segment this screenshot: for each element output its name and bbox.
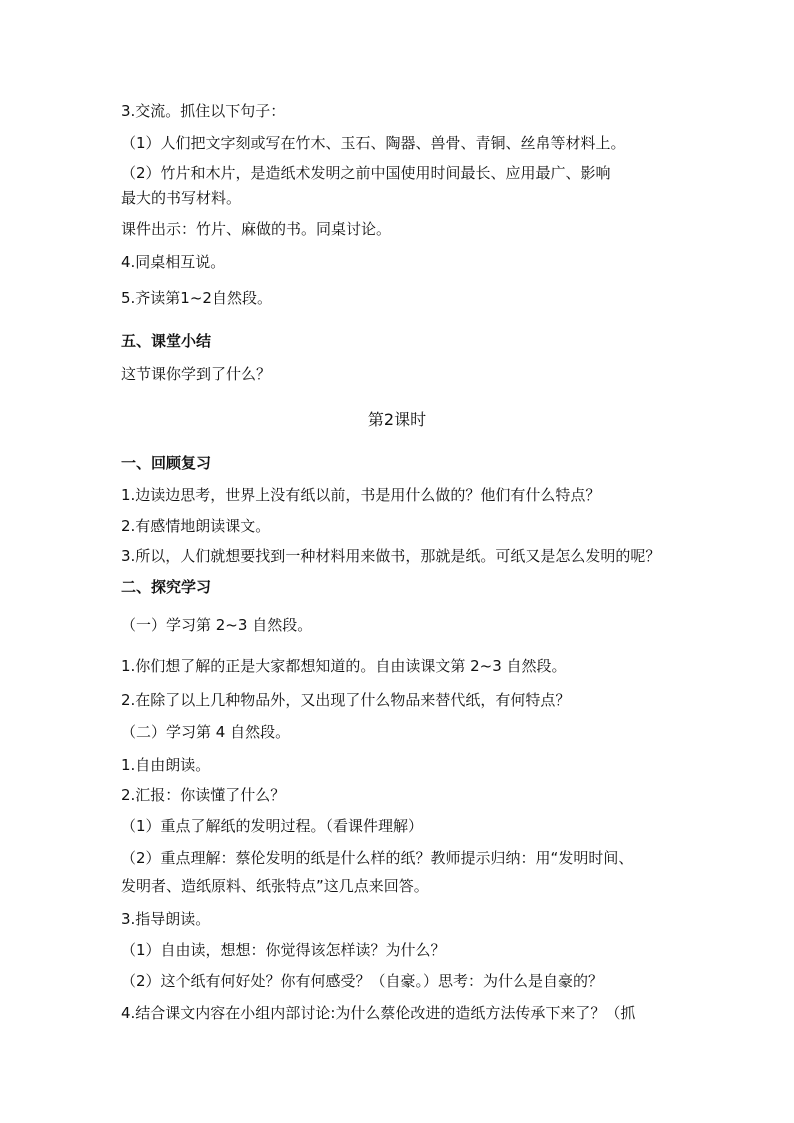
review-item-3: 3.所以，人们就想要找到一种材料用来做书，那就是纸。可纸又是怎么发明的呢？	[121, 547, 661, 565]
summary-heading: 五、课堂小结	[121, 332, 212, 350]
part-2-item-1: 1.自由朗读。	[121, 756, 211, 774]
step-4: 4.同桌相互说。	[121, 253, 226, 271]
review-heading: 一、回顾复习	[121, 454, 212, 472]
part-2-heading: （二）学习第 4 自然段。	[121, 723, 291, 741]
step-5: 5.齐读第1~2自然段。	[121, 289, 272, 307]
part-2-item-2-sub-1: （1）重点了解纸的发明过程。（看课件理解）	[121, 817, 424, 835]
part-2-item-4: 4.结合课文内容在小组内部讨论:为什么蔡伦改进的造纸方法传承下来了？（抓	[121, 1004, 636, 1022]
part-2-item-2-sub-2-line-2: 发明者、造纸原料、纸张特点”这几点来回答。	[121, 877, 429, 895]
review-item-1: 1.边读边思考，世界上没有纸以前，书是用什么做的？他们有什么特点？	[121, 486, 601, 504]
part-2-item-2-sub-2-line-1: （2）重点理解：蔡伦发明的纸是什么样的纸？教师提示归纳：用“发明时间、	[121, 849, 634, 867]
part-1-heading: （一）学习第 2~3 自然段。	[121, 616, 313, 634]
sentence-2-line-1: （2）竹片和木片，是造纸术发明之前中国使用时间最长、应用最广、影响	[121, 164, 611, 182]
sentence-1: （1）人们把文字刻或写在竹木、玉石、陶器、兽骨、青铜、丝帛等材料上。	[121, 134, 626, 152]
sentence-2-line-2: 最大的书写材料。	[121, 189, 242, 207]
explore-heading: 二、探究学习	[121, 578, 212, 596]
part-2-item-3: 3.指导朗读。	[121, 910, 211, 928]
summary-question: 这节课你学到了什么？	[121, 365, 272, 383]
part-2-item-3-sub-1: （1）自由读，想想：你觉得该怎样读？为什么？	[121, 941, 446, 959]
part-2-item-2: 2.汇报：你读懂了什么？	[121, 786, 286, 804]
step-3-exchange: 3.交流。抓住以下句子：	[121, 102, 286, 120]
part-1-item-2: 2.在除了以上几种物品外，又出现了什么物品来替代纸，有何特点？	[121, 691, 571, 709]
courseware-note: 课件出示：竹片、麻做的书。同桌讨论。	[121, 220, 392, 238]
review-item-2: 2.有感情地朗读课文。	[121, 517, 271, 535]
lesson-2-title: 第2课时	[367, 410, 427, 429]
part-1-item-1: 1.你们想了解的正是大家都想知道的。自由读课文第 2~3 自然段。	[121, 657, 567, 675]
part-2-item-3-sub-2: （2）这个纸有何好处？你有何感受？（自豪。）思考：为什么是自豪的？	[121, 972, 604, 990]
